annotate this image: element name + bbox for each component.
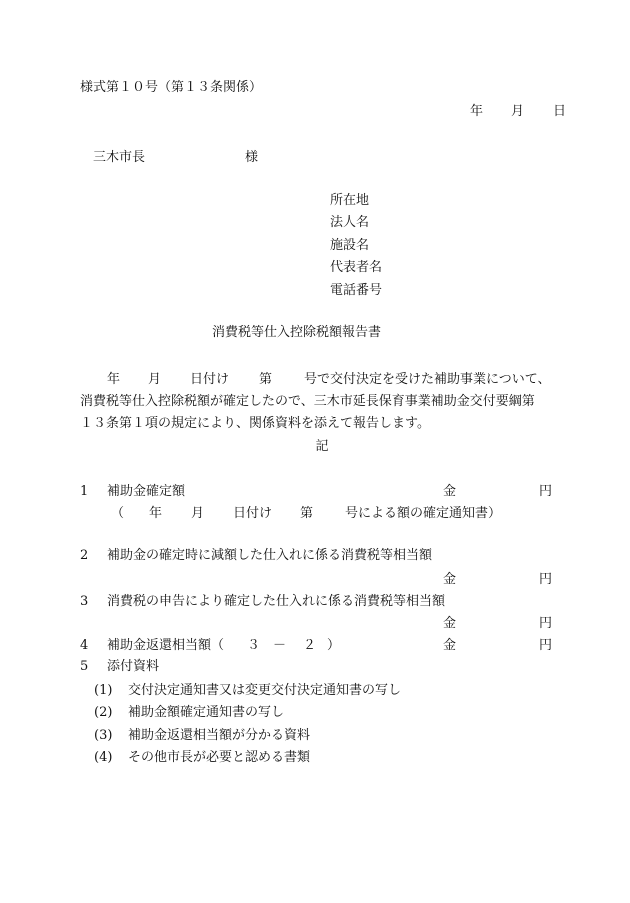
item-4-operand-a: ３ xyxy=(247,638,261,653)
ki-marker: 記 xyxy=(315,439,329,454)
item-1-yen: 円 xyxy=(539,484,553,499)
applicant-address-label: 所在地 xyxy=(330,193,370,208)
attachment-2-number: (2) xyxy=(94,705,113,720)
item-4-paren-close: ） xyxy=(327,638,341,653)
item-1-dated: 日付け xyxy=(233,506,273,521)
date-year: 年 xyxy=(470,104,484,119)
addressee-honorific: 様 xyxy=(245,150,259,165)
attachment-3-number: (3) xyxy=(94,728,113,743)
attachment-4-text: その他市長が必要と認める書類 xyxy=(128,750,311,765)
attachment-2-text: 補助金額確定通知書の写し xyxy=(128,705,285,720)
item-2-kin: 金 xyxy=(443,572,457,587)
item-1-kin: 金 xyxy=(443,484,457,499)
body-month: 月 xyxy=(148,372,162,387)
item-4-kin: 金 xyxy=(443,638,457,653)
item-1-number-prefix: 第 xyxy=(300,506,314,521)
applicant-corporation-label: 法人名 xyxy=(330,215,370,230)
applicant-facility-label: 施設名 xyxy=(330,238,370,253)
item-1-year: 年 xyxy=(149,506,163,521)
item-5-number: 5 xyxy=(80,659,89,674)
attachment-3-text: 補助金返還相当額が分かる資料 xyxy=(128,728,311,743)
item-4-number: 4 xyxy=(80,638,89,653)
item-1-month: 月 xyxy=(191,506,205,521)
body-line3: １３条第１項の規定により、関係資料を添えて報告します。 xyxy=(80,416,430,431)
item-3-label: 消費税の申告により確定した仕入れに係る消費税等相当額 xyxy=(107,594,446,609)
item-5-label: 添付資料 xyxy=(107,659,160,674)
body-text1: 号で交付決定を受けた補助事業について、 xyxy=(304,372,551,387)
item-2-number: 2 xyxy=(80,548,89,563)
item-3-kin: 金 xyxy=(443,616,457,631)
attachment-1-text: 交付決定通知書又は変更交付決定通知書の写し xyxy=(128,683,402,698)
item-1-number: 1 xyxy=(80,484,89,499)
attachment-4-number: (4) xyxy=(94,750,113,765)
date-month: 月 xyxy=(511,104,525,119)
body-dated: 日付け xyxy=(190,372,230,387)
item-3-yen: 円 xyxy=(539,616,553,631)
item-4-operand-b: ２ xyxy=(303,638,317,653)
item-1-label: 補助金確定額 xyxy=(107,484,186,499)
date-day: 日 xyxy=(553,104,567,119)
addressee-name: 三木市長 xyxy=(93,150,146,165)
applicant-phone-label: 電話番号 xyxy=(330,283,383,298)
body-number-prefix: 第 xyxy=(259,372,273,387)
document-title: 消費税等仕入控除税額報告書 xyxy=(212,325,382,340)
item-1-tail: 号による額の確定通知書） xyxy=(345,506,502,521)
body-year: 年 xyxy=(107,372,121,387)
item-2-label: 補助金の確定時に減額した仕入れに係る消費税等相当額 xyxy=(107,548,433,563)
body-line2: 消費税等仕入控除税額が確定したので、三木市延長保育事業補助金交付要綱第 xyxy=(80,394,535,409)
item-4-yen: 円 xyxy=(539,638,553,653)
item-1-paren-open: （ xyxy=(111,506,125,521)
item-3-number: 3 xyxy=(80,594,89,609)
item-2-yen: 円 xyxy=(539,572,553,587)
attachment-1-number: (1) xyxy=(94,683,113,698)
applicant-representative-label: 代表者名 xyxy=(330,260,383,275)
item-4-label: 補助金返還相当額（ xyxy=(107,638,225,653)
item-4-minus: － xyxy=(273,638,287,653)
form-number: 様式第１０号（第１３条関係） xyxy=(80,80,263,95)
